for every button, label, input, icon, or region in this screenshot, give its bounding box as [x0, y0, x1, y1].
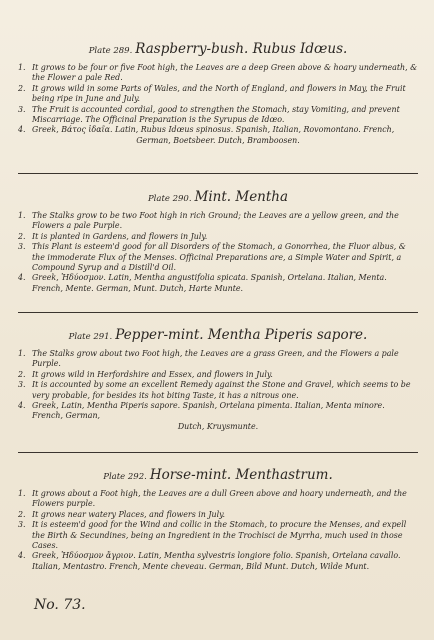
item-text: It grows near watery Places, and flowers in July.	[32, 509, 226, 519]
item-number: 2.	[18, 83, 26, 93]
list-item	[18, 125, 418, 135]
item-number: 3.	[18, 104, 26, 114]
item-number: 1.	[18, 63, 26, 72]
list-item	[18, 211, 418, 232]
item-text: It grows wild in Herfordshire and Essex, and flowers in July.	[32, 369, 273, 379]
item-number: 4.	[18, 401, 26, 411]
plate-title: Raspberry-bush. Rubus Idœus.	[135, 41, 348, 57]
list-item	[18, 520, 418, 551]
item-text: This Plant is esteem'd good for all Disorders of the Stomach, a Gonorrhea, the Fluor albus, & the immoderate Flux of the Menses. Officinal Preparations are, a Simple Water and Spirit, a Compound Syrup and a Distill'd Oil.	[32, 242, 406, 273]
page-number: No. 73.	[34, 597, 86, 613]
list-item	[18, 349, 418, 370]
item-number: 3.	[18, 520, 26, 530]
list-item	[18, 401, 418, 422]
item-text: The Stalks grow to be two Foot high in rich Ground; the Leaves are a yellow green, and the Flowers a pale Purple.	[32, 211, 399, 231]
item-text: The Stalks grow about two Foot high, the Leaves are a grass Green, and the Flowers a pale Purple.	[32, 349, 399, 369]
item-text: Greek, Βάτος ἰδαῖα. Latin, Rubus Idœus spinosus. Spanish, Italian, Rovomontano. French,	[32, 125, 395, 135]
plate-290-section	[18, 188, 418, 294]
plate-title: Mint. Mentha	[194, 189, 289, 205]
item-number: 1.	[18, 489, 26, 498]
item-text: It grows to be four or five Foot high, the Leaves are a deep Green above & hoary underneath, & the Flower a pale Red.	[32, 63, 418, 83]
vernacular-names: Dutch, Kruysmunte.	[177, 421, 259, 431]
plate-number: Plate 289.	[88, 46, 133, 56]
list-item	[18, 273, 418, 294]
list-item	[18, 551, 418, 572]
item-text: Greek, Ἡδύοσμον. Latin, Mentha angustifolia spicata. Spanish, Ortelana. Italian, Menta. French, Mente. German, Munt. Dutch, Harte Munte.	[32, 273, 387, 293]
plate-292-section	[18, 466, 418, 572]
divider	[18, 173, 418, 174]
plate-291-section	[18, 326, 418, 432]
plate-289-section	[18, 40, 418, 146]
plate-290-heading	[18, 188, 418, 209]
item-text: It is planted in Gardens, and flowers in July.	[32, 231, 208, 241]
divider	[18, 312, 418, 313]
plate-291-heading	[18, 326, 418, 347]
list-item	[18, 380, 418, 401]
list-item	[18, 232, 418, 242]
item-list	[18, 489, 418, 572]
item-number: 1.	[18, 211, 26, 220]
item-number: 2.	[18, 231, 26, 241]
item-text: The Fruit is accounted cordial, good to strengthen the Stomach, stay Vomiting, and prevent Miscarriage. The Officinal Preparation is the Syrupus de Idœo.	[32, 104, 400, 125]
plate-292-heading	[18, 466, 418, 487]
item-list	[18, 211, 418, 294]
item-text: It is esteem'd good for the Wind and collic in the Stomach, to procure the Menses, and expell the Birth & Secundines, being an Ingredient in the Trochisci de Myrrha, much used in those Cases.	[32, 520, 407, 551]
item-text: Greek, Ἡδύοσμον ἄγριον. Latin, Mentha sylvestris longiore folio. Spanish, Ortelana cavallo. Italian, Mentastro. French, Mente cheveau. German, Bild Munt. Dutch, Wilde Munt.	[32, 551, 401, 571]
vernacular-names: German, Boetsbeer. Dutch, Bramboosen.	[136, 135, 300, 145]
item-number: 2.	[18, 509, 26, 519]
plate-289-heading	[18, 40, 418, 61]
item-number: 4.	[18, 125, 26, 135]
plate-title: Horse-mint. Menthastrum.	[149, 467, 333, 483]
item-text: It is accounted by some an excellent Remedy against the Stone and Gravel, which seems to be very probable, for besides its hot biting Taste, it has a nitrous one.	[32, 380, 411, 400]
item-number: 4.	[18, 551, 26, 561]
plate-title: Pepper-mint. Mentha Piperis sapore.	[115, 327, 368, 343]
item-number: 3.	[18, 380, 26, 390]
item-text: Greek, Latin, Mentha Piperis sapore. Spanish, Ortelana pimenta. Italian, Menta minore. French, German,	[32, 401, 385, 421]
item-number: 2.	[18, 369, 26, 379]
item-list	[18, 63, 418, 136]
plate-number: Plate 290.	[147, 194, 192, 204]
list-item	[18, 105, 418, 126]
item-text: It grows wild in some Parts of Wales, and the North of England, and flowers in May, the Fruit being ripe in June and July.	[32, 83, 406, 104]
item-number: 3.	[18, 242, 26, 252]
list-item	[18, 489, 418, 510]
item-list	[18, 349, 418, 422]
list-item	[18, 370, 418, 380]
item-number: 4.	[18, 273, 26, 283]
list-item	[18, 242, 418, 273]
list-item	[18, 510, 418, 520]
plate-number: Plate 291.	[68, 332, 113, 342]
list-item	[18, 63, 418, 84]
plate-number: Plate 292.	[103, 472, 147, 482]
item-number: 1.	[18, 349, 26, 358]
list-item	[18, 84, 418, 105]
divider	[18, 452, 418, 453]
item-text: It grows about a Foot high, the Leaves are a dull Green above and hoary underneath, and the Flowers purple.	[32, 489, 407, 509]
